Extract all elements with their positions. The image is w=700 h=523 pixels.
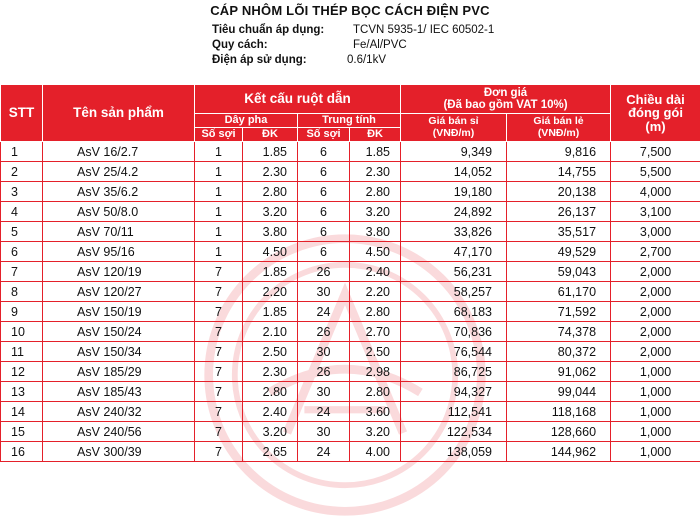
row-retail-price: 14,755 [507, 162, 611, 182]
row-neutral-diameter: 2.70 [350, 322, 401, 342]
row-stt: 9 [1, 302, 43, 322]
row-neutral-strands: 6 [298, 222, 350, 242]
table-row [1, 202, 700, 222]
row-neutral-strands: 6 [298, 162, 350, 182]
row-phase-diameter: 1.85 [243, 142, 298, 162]
table-row [1, 142, 700, 162]
row-neutral-diameter: 2.80 [350, 302, 401, 322]
row-stt: 8 [1, 282, 43, 302]
row-package-length: 2,000 [611, 342, 700, 362]
row-neutral-strands: 30 [298, 342, 350, 362]
row-wholesale-price: 24,892 [401, 202, 507, 222]
row-retail-price: 99,044 [507, 382, 611, 402]
row-retail-price: 80,372 [507, 342, 611, 362]
row-product-name: AsV 25/4.2 [43, 162, 195, 182]
row-neutral-strands: 30 [298, 422, 350, 442]
header-unit-price-line2: (Đã bao gồm VAT 10%) [443, 99, 568, 111]
row-package-length: 2,000 [611, 322, 700, 342]
row-phase-strands: 7 [195, 302, 243, 322]
row-package-length: 7,500 [611, 142, 700, 162]
row-neutral-strands: 30 [298, 282, 350, 302]
row-retail-price: 128,660 [507, 422, 611, 442]
row-package-length: 2,000 [611, 302, 700, 322]
page-title: CÁP NHÔM LÕI THÉP BỌC CÁCH ĐIỆN PVC [210, 3, 490, 18]
table-row [1, 442, 700, 462]
row-stt: 12 [1, 362, 43, 382]
row-package-length: 5,500 [611, 162, 700, 182]
row-stt: 5 [1, 222, 43, 242]
spec-type-value: Fe/Al/PVC [353, 39, 407, 51]
header-wholesale-line2: (VNĐ/m) [432, 126, 475, 139]
row-product-name: AsV 150/24 [43, 322, 195, 342]
row-wholesale-price: 33,826 [401, 222, 507, 242]
row-wholesale-price: 122,534 [401, 422, 507, 442]
row-neutral-strands: 6 [298, 142, 350, 162]
row-stt: 6 [1, 242, 43, 262]
row-neutral-diameter: 2.98 [350, 362, 401, 382]
row-product-name: AsV 16/2.7 [43, 142, 195, 162]
row-neutral-diameter: 2.40 [350, 262, 401, 282]
row-retail-price: 144,962 [507, 442, 611, 462]
row-wholesale-price: 14,052 [401, 162, 507, 182]
row-phase-diameter: 2.80 [243, 382, 298, 402]
row-retail-price: 26,137 [507, 202, 611, 222]
table-row [1, 402, 700, 422]
header-phase-strands: Số sợi [195, 128, 243, 142]
header-wholesale-line1: Giá bán sỉ [428, 115, 479, 128]
header-neutral-wire: Trung tính [298, 114, 401, 128]
spec-standard-label: Tiêu chuẩn áp dụng: [212, 24, 325, 36]
row-phase-diameter: 4.50 [243, 242, 298, 262]
header-retail-price [507, 114, 611, 142]
row-stt: 16 [1, 442, 43, 462]
row-retail-price: 49,529 [507, 242, 611, 262]
row-phase-diameter: 3.20 [243, 422, 298, 442]
row-neutral-diameter: 3.80 [350, 222, 401, 242]
row-neutral-strands: 26 [298, 322, 350, 342]
row-phase-diameter: 2.30 [243, 162, 298, 182]
row-neutral-diameter: 4.00 [350, 442, 401, 462]
row-phase-diameter: 2.10 [243, 322, 298, 342]
row-phase-strands: 7 [195, 342, 243, 362]
table-row [1, 382, 700, 402]
row-retail-price: 9,816 [507, 142, 611, 162]
row-wholesale-price: 112,541 [401, 402, 507, 422]
row-wholesale-price: 68,183 [401, 302, 507, 322]
table-row [1, 242, 700, 262]
spec-voltage-label: Điện áp sử dụng: [212, 54, 307, 66]
table-row [1, 342, 700, 362]
row-stt: 14 [1, 402, 43, 422]
row-wholesale-price: 47,170 [401, 242, 507, 262]
spec-standard-value: TCVN 5935-1/ IEC 60502-1 [353, 24, 495, 36]
table-row [1, 182, 700, 202]
row-stt: 13 [1, 382, 43, 402]
row-product-name: AsV 120/27 [43, 282, 195, 302]
row-stt: 10 [1, 322, 43, 342]
table-row [1, 362, 700, 382]
row-phase-strands: 1 [195, 162, 243, 182]
row-phase-diameter: 2.20 [243, 282, 298, 302]
row-product-name: AsV 35/6.2 [43, 182, 195, 202]
header-unit-price-line1: Đơn giá [483, 86, 528, 99]
row-neutral-diameter: 3.60 [350, 402, 401, 422]
row-stt: 2 [1, 162, 43, 182]
row-phase-strands: 7 [195, 362, 243, 382]
row-product-name: AsV 300/39 [43, 442, 195, 462]
row-product-name: AsV 50/8.0 [43, 202, 195, 222]
table-row [1, 282, 700, 302]
header-neutral-diameter: ĐK [350, 128, 401, 142]
row-stt: 7 [1, 262, 43, 282]
row-stt: 3 [1, 182, 43, 202]
header-phase-wire: Dây pha [195, 114, 298, 128]
row-retail-price: 20,138 [507, 182, 611, 202]
row-neutral-strands: 30 [298, 382, 350, 402]
row-phase-diameter: 2.30 [243, 362, 298, 382]
row-retail-price: 59,043 [507, 262, 611, 282]
row-neutral-strands: 26 [298, 362, 350, 382]
row-wholesale-price: 138,059 [401, 442, 507, 462]
row-neutral-diameter: 2.30 [350, 162, 401, 182]
spec-list [212, 24, 612, 74]
header-retail-line1: Giá bán lẻ [533, 115, 584, 128]
row-phase-strands: 7 [195, 322, 243, 342]
row-package-length: 1,000 [611, 362, 700, 382]
header-package-length-line1: Chiều dài [626, 91, 685, 107]
row-retail-price: 61,170 [507, 282, 611, 302]
header-package-length-line3: (m) [645, 118, 666, 134]
table-row [1, 422, 700, 442]
row-phase-diameter: 2.80 [243, 182, 298, 202]
row-product-name: AsV 185/29 [43, 362, 195, 382]
header-package-length-line2: đóng gói [628, 105, 683, 121]
row-wholesale-price: 70,836 [401, 322, 507, 342]
row-product-name: AsV 120/19 [43, 262, 195, 282]
row-wholesale-price: 86,725 [401, 362, 507, 382]
row-wholesale-price: 94,327 [401, 382, 507, 402]
row-neutral-diameter: 3.20 [350, 202, 401, 222]
row-retail-price: 71,592 [507, 302, 611, 322]
table-row [1, 162, 700, 182]
row-phase-strands: 1 [195, 202, 243, 222]
row-package-length: 2,700 [611, 242, 700, 262]
row-neutral-strands: 6 [298, 182, 350, 202]
spec-type-label: Quy cách: [212, 39, 268, 51]
row-product-name: AsV 95/16 [43, 242, 195, 262]
row-phase-diameter: 2.40 [243, 402, 298, 422]
row-product-name: AsV 150/19 [43, 302, 195, 322]
row-phase-diameter: 1.85 [243, 302, 298, 322]
row-product-name: AsV 70/11 [43, 222, 195, 242]
row-package-length: 1,000 [611, 422, 700, 442]
header-phase-diameter: ĐK [243, 128, 298, 142]
row-phase-strands: 1 [195, 142, 243, 162]
row-retail-price: 91,062 [507, 362, 611, 382]
row-phase-strands: 7 [195, 382, 243, 402]
table-row [1, 262, 700, 282]
row-package-length: 1,000 [611, 402, 700, 422]
row-product-name: AsV 185/43 [43, 382, 195, 402]
row-neutral-strands: 24 [298, 302, 350, 322]
header-retail-line2: (VNĐ/m) [537, 126, 580, 139]
row-retail-price: 74,378 [507, 322, 611, 342]
row-neutral-diameter: 2.80 [350, 382, 401, 402]
row-phase-strands: 7 [195, 262, 243, 282]
row-phase-diameter: 1.85 [243, 262, 298, 282]
row-phase-strands: 7 [195, 402, 243, 422]
row-wholesale-price: 76,544 [401, 342, 507, 362]
row-neutral-diameter: 1.85 [350, 142, 401, 162]
row-phase-strands: 1 [195, 222, 243, 242]
row-wholesale-price: 56,231 [401, 262, 507, 282]
row-neutral-strands: 26 [298, 262, 350, 282]
row-neutral-diameter: 2.20 [350, 282, 401, 302]
row-neutral-strands: 24 [298, 442, 350, 462]
row-stt: 1 [1, 142, 43, 162]
row-retail-price: 118,168 [507, 402, 611, 422]
price-table [0, 84, 700, 462]
row-wholesale-price: 19,180 [401, 182, 507, 202]
row-wholesale-price: 58,257 [401, 282, 507, 302]
row-phase-strands: 1 [195, 182, 243, 202]
row-phase-strands: 1 [195, 242, 243, 262]
table-row [1, 222, 700, 242]
header-product-name: Tên sản phẩm [43, 85, 195, 142]
row-package-length: 1,000 [611, 442, 700, 462]
header-package-length [611, 85, 700, 142]
row-product-name: AsV 150/34 [43, 342, 195, 362]
spec-voltage-value: 0.6/1kV [347, 54, 386, 66]
row-phase-diameter: 2.65 [243, 442, 298, 462]
header-neutral-strands: Số sợi [298, 128, 350, 142]
row-package-length: 2,000 [611, 262, 700, 282]
row-phase-diameter: 3.20 [243, 202, 298, 222]
row-neutral-diameter: 4.50 [350, 242, 401, 262]
price-table-body [1, 142, 700, 462]
row-neutral-strands: 6 [298, 202, 350, 222]
row-package-length: 2,000 [611, 282, 700, 302]
row-wholesale-price: 9,349 [401, 142, 507, 162]
row-package-length: 3,000 [611, 222, 700, 242]
row-phase-strands: 7 [195, 422, 243, 442]
table-row [1, 322, 700, 342]
header-unit-price [401, 85, 611, 114]
row-stt: 11 [1, 342, 43, 362]
row-neutral-diameter: 2.50 [350, 342, 401, 362]
row-neutral-diameter: 3.20 [350, 422, 401, 442]
header-conductor-structure: Kết cấu ruột dẫn [195, 85, 401, 114]
row-package-length: 3,100 [611, 202, 700, 222]
row-phase-diameter: 2.50 [243, 342, 298, 362]
row-phase-strands: 7 [195, 282, 243, 302]
header-wholesale-price [401, 114, 507, 142]
row-neutral-diameter: 2.80 [350, 182, 401, 202]
row-product-name: AsV 240/32 [43, 402, 195, 422]
row-retail-price: 35,517 [507, 222, 611, 242]
header-stt: STT [1, 85, 43, 142]
row-stt: 4 [1, 202, 43, 222]
table-row [1, 302, 700, 322]
row-package-length: 1,000 [611, 382, 700, 402]
row-neutral-strands: 6 [298, 242, 350, 262]
row-stt: 15 [1, 422, 43, 442]
row-package-length: 4,000 [611, 182, 700, 202]
row-neutral-strands: 24 [298, 402, 350, 422]
row-phase-diameter: 3.80 [243, 222, 298, 242]
row-product-name: AsV 240/56 [43, 422, 195, 442]
row-phase-strands: 7 [195, 442, 243, 462]
